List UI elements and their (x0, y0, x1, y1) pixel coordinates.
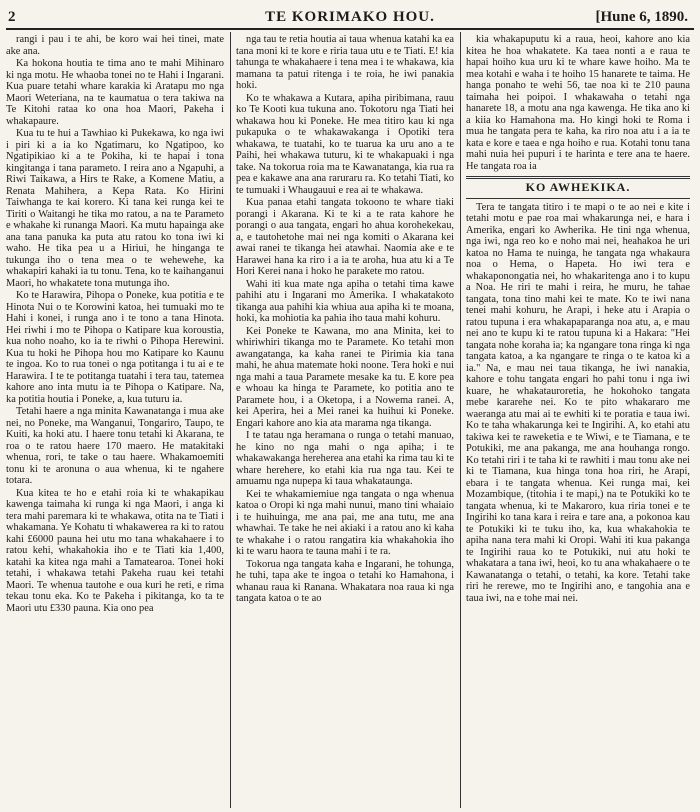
heading-rule (466, 198, 690, 199)
news-paragraph: Ko te whakawa a Kutara, apiha piribimana, rauu ko Te Kooti kua tukuna ano. Tokotoru nga Tiati hei whakawa hou ki Poneke. He mea titiro kau ki nga pukapuka o te whakawakanga i Opotiki tera whakawa, te tuatahi, ko te tuarua ka uru ano a te Paihi, hei whakawa tuturu, ki te whakapuaki i nga take. Na tokorua roia ma te Kawanatanga, kia rua ra pea e kakawe ana ana raruraru ra. Ko tetahi Tiati, ko te tumuaki i Whaugauui e rea ai te whakawa. (236, 92, 454, 196)
column-divider (460, 32, 461, 808)
news-paragraph: Kei te whakamiemiue nga tangata o nga whenua katoa o Oropi ki nga mahi nunui, mano tini whaiaio i te huihuinga, me ana pai, me ana tutu, me ana whawhai. Te take he nei akiaki i a ratou ano ki kaha te whakahe i o ratou rangatira kia whakahokia iho ki te waru haora te tauna mahi i te ra. (236, 488, 454, 557)
news-paragraph: rangi i pau i te ahi, be koro wai hei tinei, mate ake ana. (6, 34, 224, 57)
section-divider (466, 176, 690, 179)
news-paragraph: Kua panaa etahi tangata tokoono te whare tiaki porangi i Akarana. Ki te ki a te rata kahore he porangi o aua tangata, engari ho ahua korohekekau, a, e tautohetohe mai nei nga komiti o Akarana kei awai ranei te tikanga hei atawhai. Naomia ake e te Harawei hana ka riro i a ia te aroha, hua atu ki a Te Hori Kerei nana i hoko he parakete mo ratou. (236, 197, 454, 277)
page-number: 2 (8, 9, 16, 25)
column-divider (230, 32, 231, 808)
news-paragraph: Tera te tangata titiro i te mapi o te ao nei e kite i tetahi motu e pae roa mai whakarunga nei, e hara i Amerika, engari ko Awherika. He tini nga whenua, nga iwi, nga reo ko e noho mai nei, heahakoa he uri katoa no Hama te nuinga, he tangata nga whakaura noa o Hema, o Hapeta. Ho iwi tera e whakaponongatia nei, ho whakaritenga ano i to kupu a Noa. He riri te mahi i reira, he muru, he tahae tangata, tona tino mahi kei te mate. Ko te iwi nana tenei mahi kohuru, he Arapi, i heke atu i Arapia o ratou tupuna i era whakapaparanga noa atu, a, e mau nei ano te kupu ki te ratou tupuna ki a Hakara: "Hei tangata nohe koraha ia; ka ngangare tona ringa ki nga tangata katoa, a ka ngangare te ringa o te katoa ki a ia." Na, e mau nei taua tikanga, he iwi nanakia, kahore e tohu tangata engari ho pahi tonu i nga iwi kuare, he whakatauroretia, he hokohoko tangata mebe kararehe nei. Ko te pito whakararo me waeranga atu mai ai te ewhiti ki te poratia e taua iwi. Ko te taha whakarunga kei te Ingirihi. A, ko etahi atu takiwa kei te raweketia e te Wiwi, e te Tiamana, e te Potukiki, me ana pakanga, me ana houhanga rongo. Ko tetahi riri i te taha ki te rawhiti i mau tonu ake nei ki te Tiamana, kua hinga tona hoa riri, he Arapi, ebara i te tangata whenua. Kei runga mai, kei Mozambique, (titohia i te mapi,) na te Potukiki ko te tangata whenua, ki te Makaroro, kua riria tonei e te Ingirihi ko tana kara i reira e tare ana, a pokonoa kau te Potukiki ki te tuku iho, ka, kua whakahokia te apiha nana tera mahi ki Oropi. Wahi iti kua pakanga te Ingirihi raua ko te Potukiki, nui atu hoki te whakatara a tana iwi, heoi, ko tu ana whakahaere o te Kawanatanga o tetahi, o tetahi, ka kore. Tetahi take riri he rerewe, mo te Ingirihi ano, e tangohia ana e taua iwi, na e tohe mai nei. (466, 201, 690, 604)
issue-date: [Hune 6, 1890. (595, 9, 688, 25)
news-paragraph: Kua kitea te ho e etahi roia ki te whakapikau kawenga taimaha ki runga ki nga Maori, i anga ki tera mahi paremara ki te whakawa, otita na te Tiati i whakamana. Ye Kohatu ti whakawerea ra ki to ratou kahi £6000 pauna hei utu mo tana whakahaere i to ratou kehi, whakahokia iho e te Tiati kia 1,400, katahi ka kitea nga mahi a Tamatearoa. Tonei hoki tetahi, i whakawa tetahi Pakeha ruau kei tetahi Maori. Te whenua tautohe e oua kuri he reti, e rima tekau tonu eka. Ko te Pakeha i pikitanga, ko ta te Maori utu £330 pauna. Kia ono pea (6, 487, 224, 614)
article-heading: KO AWHEKIKA. (525, 180, 631, 194)
news-paragraph: I te tatau nga heramana o runga o tetahi manuao, he kino no nga mahi o nga apiha; i te whakawakanga hereherea ana etahi ka rima tau ki te whare herehere, ko etahi kia rua nga tau. Kei te amuamu nga nupepa ki taua whakataunga. (236, 430, 454, 487)
news-paragraph: Ka hokona houtia te tima ano te mahi Mihinaro ki nga motu. He whaoba tonei no te Hahi i Ingarani. Kua puare tetahi whare karakia ki Aratapu mo nga Maori Weteriana, na te kaumatua o tera takiwa na Te Kitohi rataa ko ona hoa Maori, Pakeha i whakapaure. (6, 58, 224, 127)
masthead (6, 6, 694, 30)
column-2 (236, 34, 454, 808)
news-paragraph: nga tau te retia houtia ai taua whenua katahi ka ea tana moni ki te kore e riria taua utu e te Tiati. E! kia tahunga te whakahaere i tena mea i te whakawa, kia mamana ta patui ritenga i te roia, he iwi panakia hoki. (236, 34, 454, 91)
news-paragraph: Kei Poneke te Kawana, mo ana Minita, kei to whiriwhiri tikanga mo te Paramete. Ko tetahi mon awangatanga, ka kaha ranei te Pirimia kia tana mahi, he ahua matemate hoki noone. Tera hoki e nui nga mahi a taua Paramete mesake ka tu. E kore pea e whoau ka hinga te Paramete, ko potitia ano te Paramete hou, i a Oketopa, i a Nowema ranei. A, kei Aperira, hei a Mei ranei ka huihui ki Poneke. Engari kahore ano kia ata marama nga tikanga. (236, 325, 454, 429)
column-3 (466, 34, 690, 808)
news-paragraph: Tokorua nga tangata kaha e Ingarani, he tohunga, he tuhi, tapa ake te ingoa o tetahi ko Hamahona, i whanau raua ki Ranana. Whakatara noa raua ki nga tangata katoa o te ao (236, 558, 454, 604)
column-1 (6, 34, 224, 808)
news-paragraph: kia whakapuputu ki a raua, heoi, kahore ano kia kitea he hoa whakatete. Ka taea nonti a e raua te hapai hoiho kua uru ki te whare kawe hoiho. Ma te mea kotahi e waha i te hoiho 15 hanarete te taima. He hanga ponaho te wehi 56, tae noa ki te 210 pauna taimaha hei poipoi. I whakawaha o tetahi nga hanarete 18, a motu ana nga kawenga. He tika ano ki a kiia ko Hamahona ma. Ho kingi hoki te Roma i mua he tangata pera te kaha, ka riro noa atu i a ia te kata e kore e taea e nga hoiho e rua. Kotahi tonu tana mahi nuia hei pupuri i te harinta e tere ana te haere. He tangata roa ia (466, 34, 690, 172)
newspaper-title: TE KORIMAKO HOU. (265, 9, 435, 25)
masthead-rule (6, 28, 694, 30)
news-paragraph: Tetahi haere a nga minita Kawanatanga i mua ake nei, no Poneke, ma Wanganui, Tongariro, Taupo, te Kuiti, ka hoki atu. I haere tonu tetahi ki Akarana, te roa o te ratou haere 170 maero. He matakitaki whenua, rori, te take o tau haere. Whakamoemiti tonu ki te aronuna o aua whenua, ki te ngahere totara. (6, 406, 224, 486)
news-paragraph: Ko te Harawira, Pihopa o Poneke, kua potitia e te Hinota Nui o te Korowini katoa, hei tumuaki mo te Hahi i konei, i runga ano i te tono a tana Hinota. Hei riwhi i mo te Pihopa o Katipare kua koroustia, kua noho noaho, ko ia te riwhi o Pihopa Herewini. Kua tu hoki he Pihopa hou mo Katipare ko Kaunu te ingoa. Ko to rua tonei o nga potitanga i tu ai e te Harawira. I te te potitanga tuatahi i tera tau, tatemea kahore ano inta mutu ia te Pihopa o Katipare. Na, ka potitia houtia i Poneke, a, kua tuturu ia. (6, 290, 224, 405)
news-paragraph: Kua tu te hui a Tawhiao ki Pukekawa, ko nga iwi i piri ki a ia ko Ngatimaru, ko Ngatipoo, ko Ngatipikiao ki a te Pokiha, ki te hapai i tona kingitanga i tana parameto. I reira ano a Ngapuhi, a Riwi Taikawa, a Hirs te Rake, a Komene Matiu, a Renata Mahihera, a Kepa Rata. Ko Hirini Taiwhanga te kai korero. Ki tana kei runga kei te Tiriti o Waitangi he tika mo ratou, a na te Parameto e whakahe ki runanga Maori. Ka mutu hapainga ake ana tana panuka ka puta atu ratou ko tona iwi ki waho. He tika pea u a Hiriui, he hinganga te tukunga iho o tena mea o te wehewehe, ka whakapiri kahaki ia tu tonu. Tena, ko te kaihanganui Maori, ho whakatete tona mutunga iho. (6, 128, 224, 289)
news-paragraph: Wahi iti kua mate nga apiha o tetahi tima kawe pahihi atu i Ingarani mo Amerika. I whakatakoto tikanga aua pahihi kia whiua aua apiha ki te moana, hoki, ka mohiotia ka pahia iho taua mahi kohuru. (236, 278, 454, 324)
